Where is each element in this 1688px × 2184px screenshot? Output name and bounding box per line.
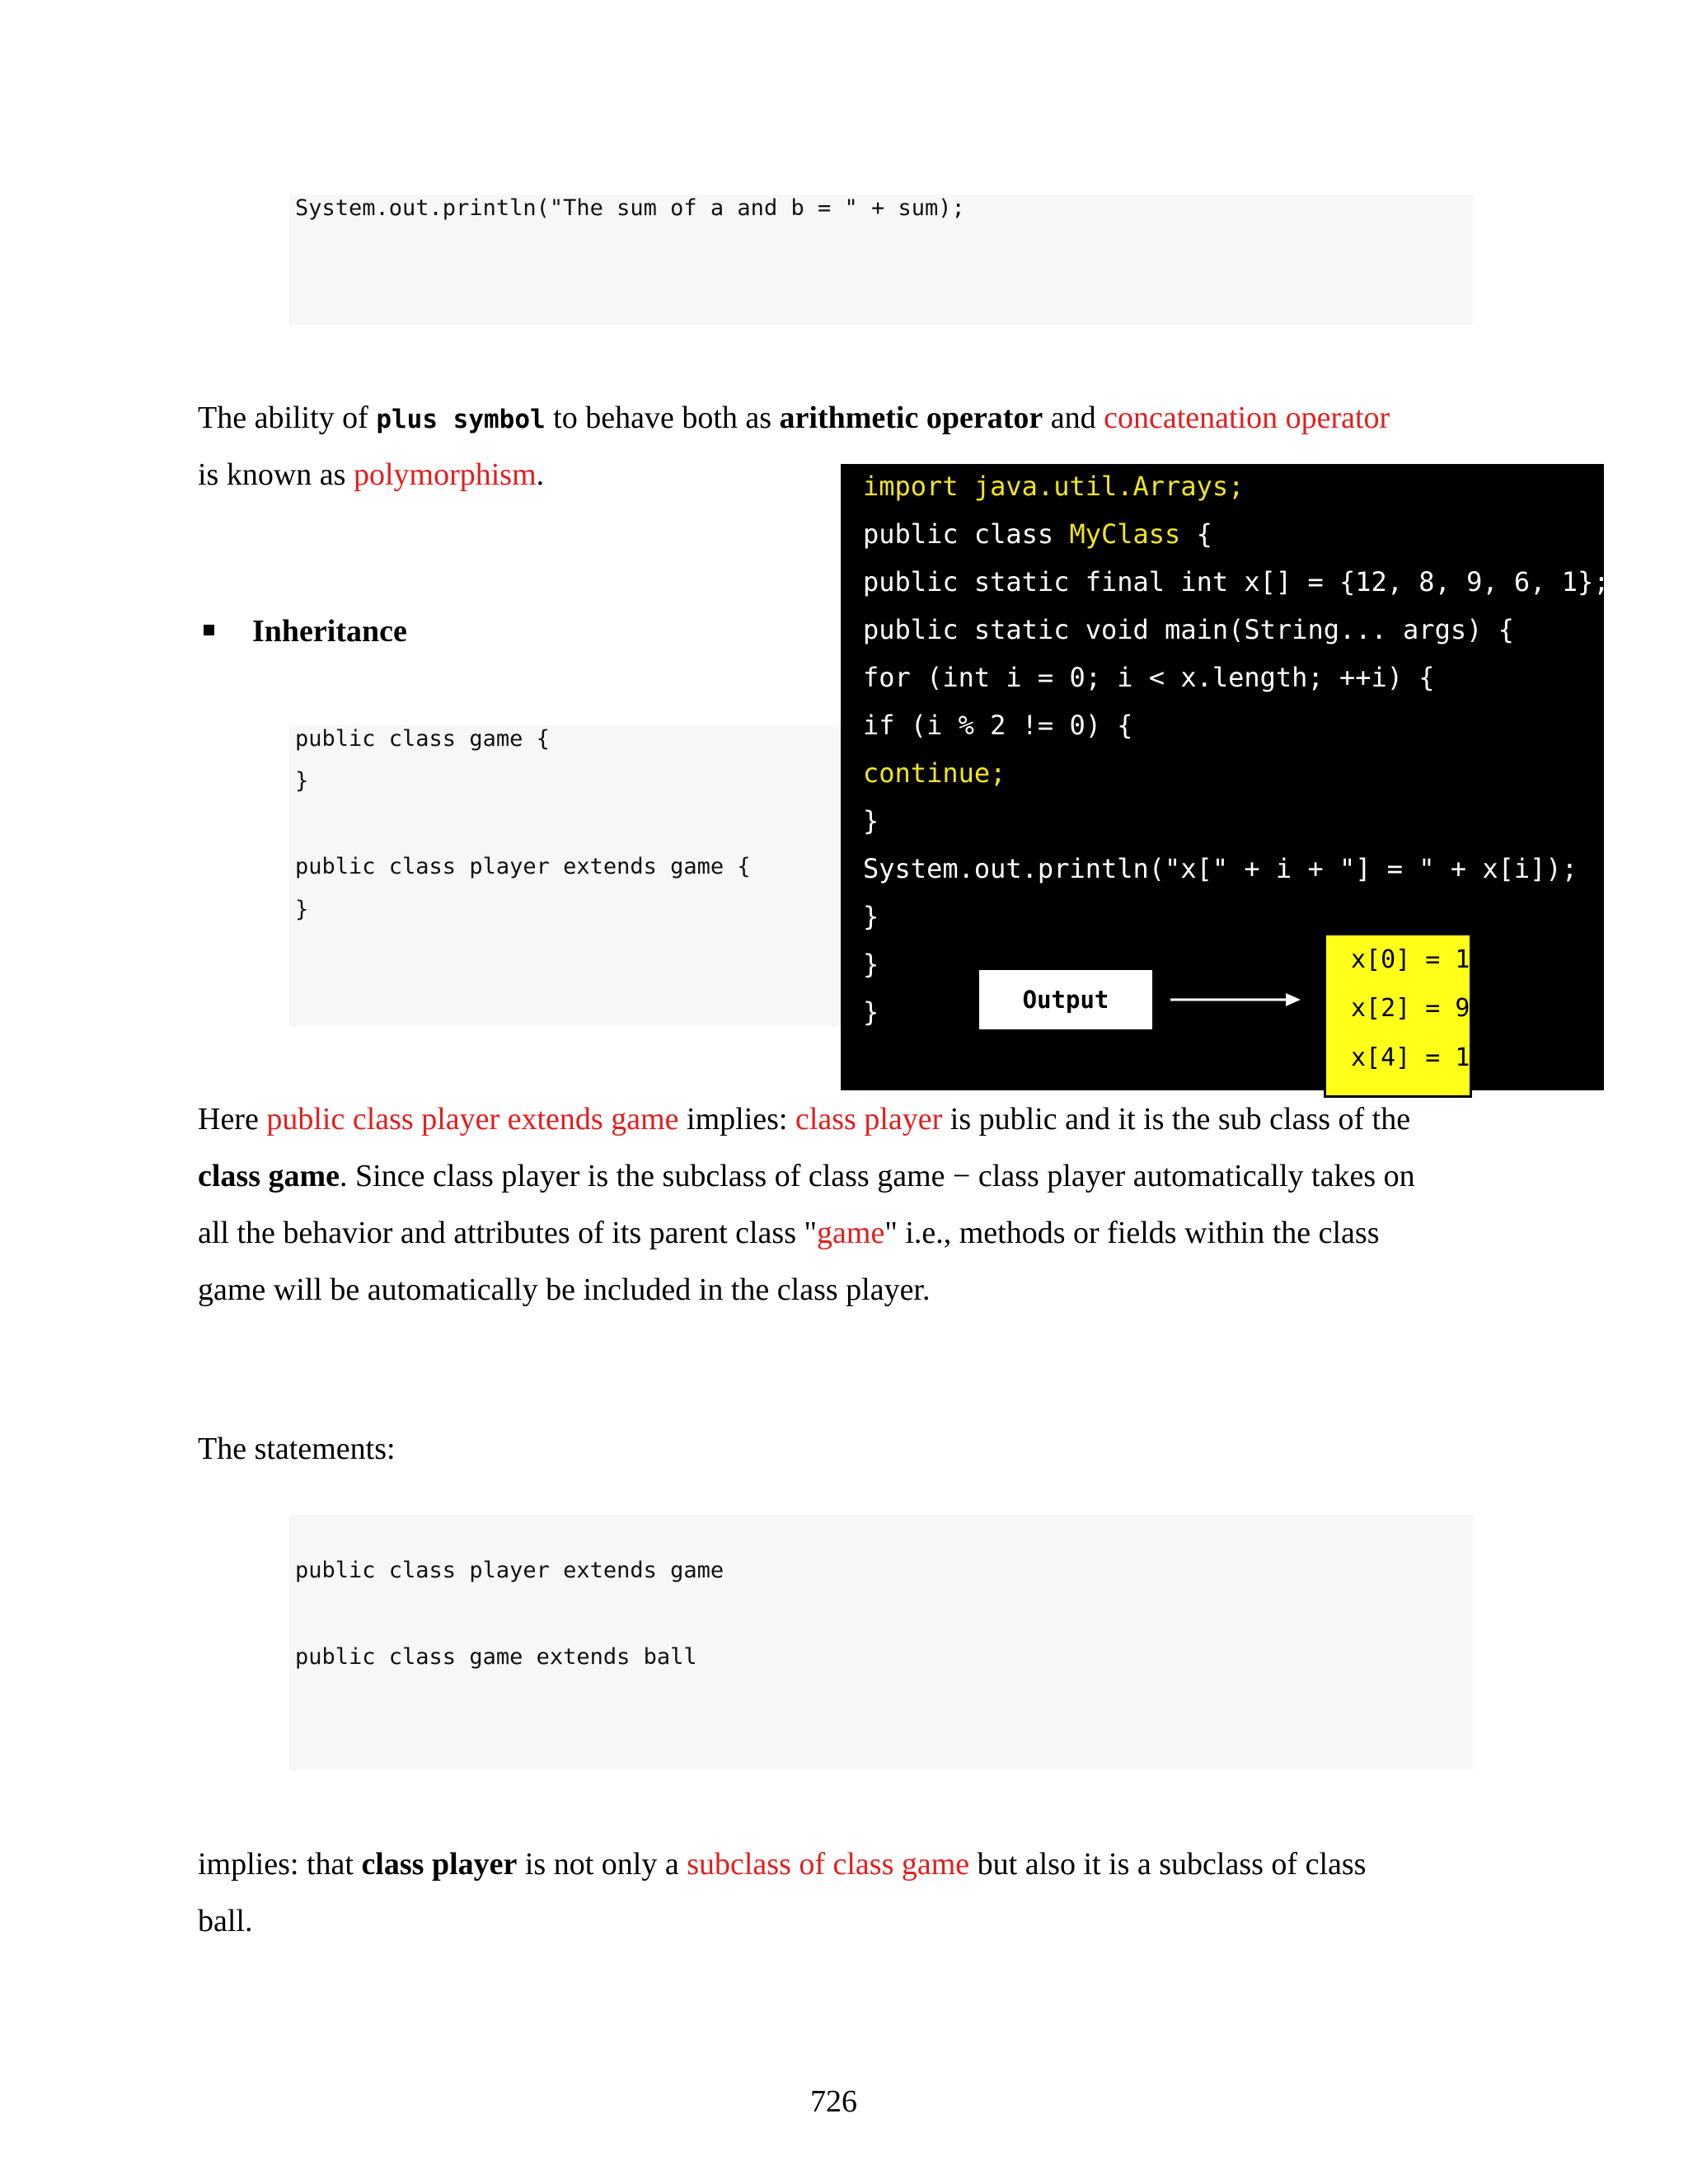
highlight-term: concatenation operator bbox=[1104, 401, 1390, 435]
paragraph-here-line4: game will be automatically be included in the class player. bbox=[198, 1272, 931, 1307]
paragraph-implies-line1: implies: that class player is not only a subclass of class game but also it is a subclass of class bbox=[198, 1847, 1367, 1882]
code-line-continue: continue; bbox=[863, 757, 1006, 789]
highlight-term: public class player extends game bbox=[266, 1102, 679, 1137]
output-line: x[4] = 1 bbox=[1351, 1043, 1470, 1072]
code-line: } bbox=[863, 996, 879, 1028]
code-line: System.out.println("The sum of a and b = " + sum); bbox=[295, 195, 965, 221]
highlight-term: class player bbox=[795, 1102, 943, 1137]
bullet-square-icon bbox=[204, 625, 214, 635]
code-block-inheritance bbox=[289, 725, 850, 1026]
code-line-class: public class MyClass { bbox=[863, 518, 1212, 550]
statements-label: The statements: bbox=[198, 1432, 396, 1466]
code-line: } bbox=[295, 768, 309, 794]
code-line: System.out.println("x[" + i + "] = " + x[i]); bbox=[863, 853, 1578, 884]
paragraph-here-line1: Here public class player extends game implies: class player is public and it is the sub class of the bbox=[198, 1102, 1411, 1137]
code-line: } bbox=[863, 949, 879, 980]
code-line: } bbox=[863, 901, 879, 932]
code-line: public static void main(String... args) { bbox=[863, 614, 1514, 645]
output-values-box bbox=[1324, 933, 1485, 1098]
highlight-term: polymorphism bbox=[353, 457, 537, 492]
paragraph-polymorphism-line2: is known as polymorphism. bbox=[198, 457, 545, 492]
code-block-statements bbox=[289, 1515, 1473, 1770]
code-line: public class player extends game bbox=[295, 1558, 724, 1583]
code-line: } bbox=[863, 805, 879, 837]
code-line: public class player extends game { bbox=[295, 854, 751, 879]
code-line: public static final int x[] = {12, 8, 9, 6, 1}; bbox=[863, 566, 1610, 598]
paragraph-here-line3: all the behavior and attributes of its parent class "game" i.e., methods or fields within the class bbox=[198, 1216, 1380, 1250]
bold-term: class player bbox=[361, 1847, 518, 1882]
arrow-right-icon bbox=[1170, 991, 1302, 1008]
paragraph-polymorphism-line1: The ability of plus symbol to behave both as arithmetic operator and concatenation operator bbox=[198, 401, 1390, 435]
code-line: } bbox=[295, 897, 309, 922]
code-line: public class game extends ball bbox=[295, 1644, 697, 1670]
code-line: public class game { bbox=[295, 726, 550, 752]
code-line: for (int i = 0; i < x.length; ++i) { bbox=[863, 662, 1435, 693]
output-label-box: Output bbox=[979, 970, 1152, 1029]
code-line-import: import java.util.Arrays; bbox=[863, 471, 1245, 502]
output-line: x[2] = 9 bbox=[1351, 994, 1470, 1023]
paragraph-here-line2: class game. Since class player is the subclass of class game − class player automatically takes on bbox=[198, 1159, 1415, 1193]
output-line: x[0] = 12 bbox=[1351, 945, 1485, 974]
section-heading-inheritance: Inheritance bbox=[252, 614, 407, 649]
page-number: 726 bbox=[810, 2084, 857, 2119]
highlight-term: game bbox=[817, 1216, 885, 1250]
dark-code-panel bbox=[841, 464, 1610, 1090]
inline-code: plus symbol bbox=[376, 405, 546, 434]
code-line: if (i % 2 != 0) { bbox=[863, 710, 1133, 741]
paragraph-implies-line2: ball. bbox=[198, 1904, 253, 1938]
class-name: MyClass bbox=[1069, 518, 1181, 550]
highlight-term: subclass of class game bbox=[687, 1847, 970, 1882]
bold-term: class game bbox=[198, 1159, 340, 1193]
bold-term: arithmetic operator bbox=[779, 401, 1043, 435]
code-block-sum bbox=[289, 194, 1473, 325]
